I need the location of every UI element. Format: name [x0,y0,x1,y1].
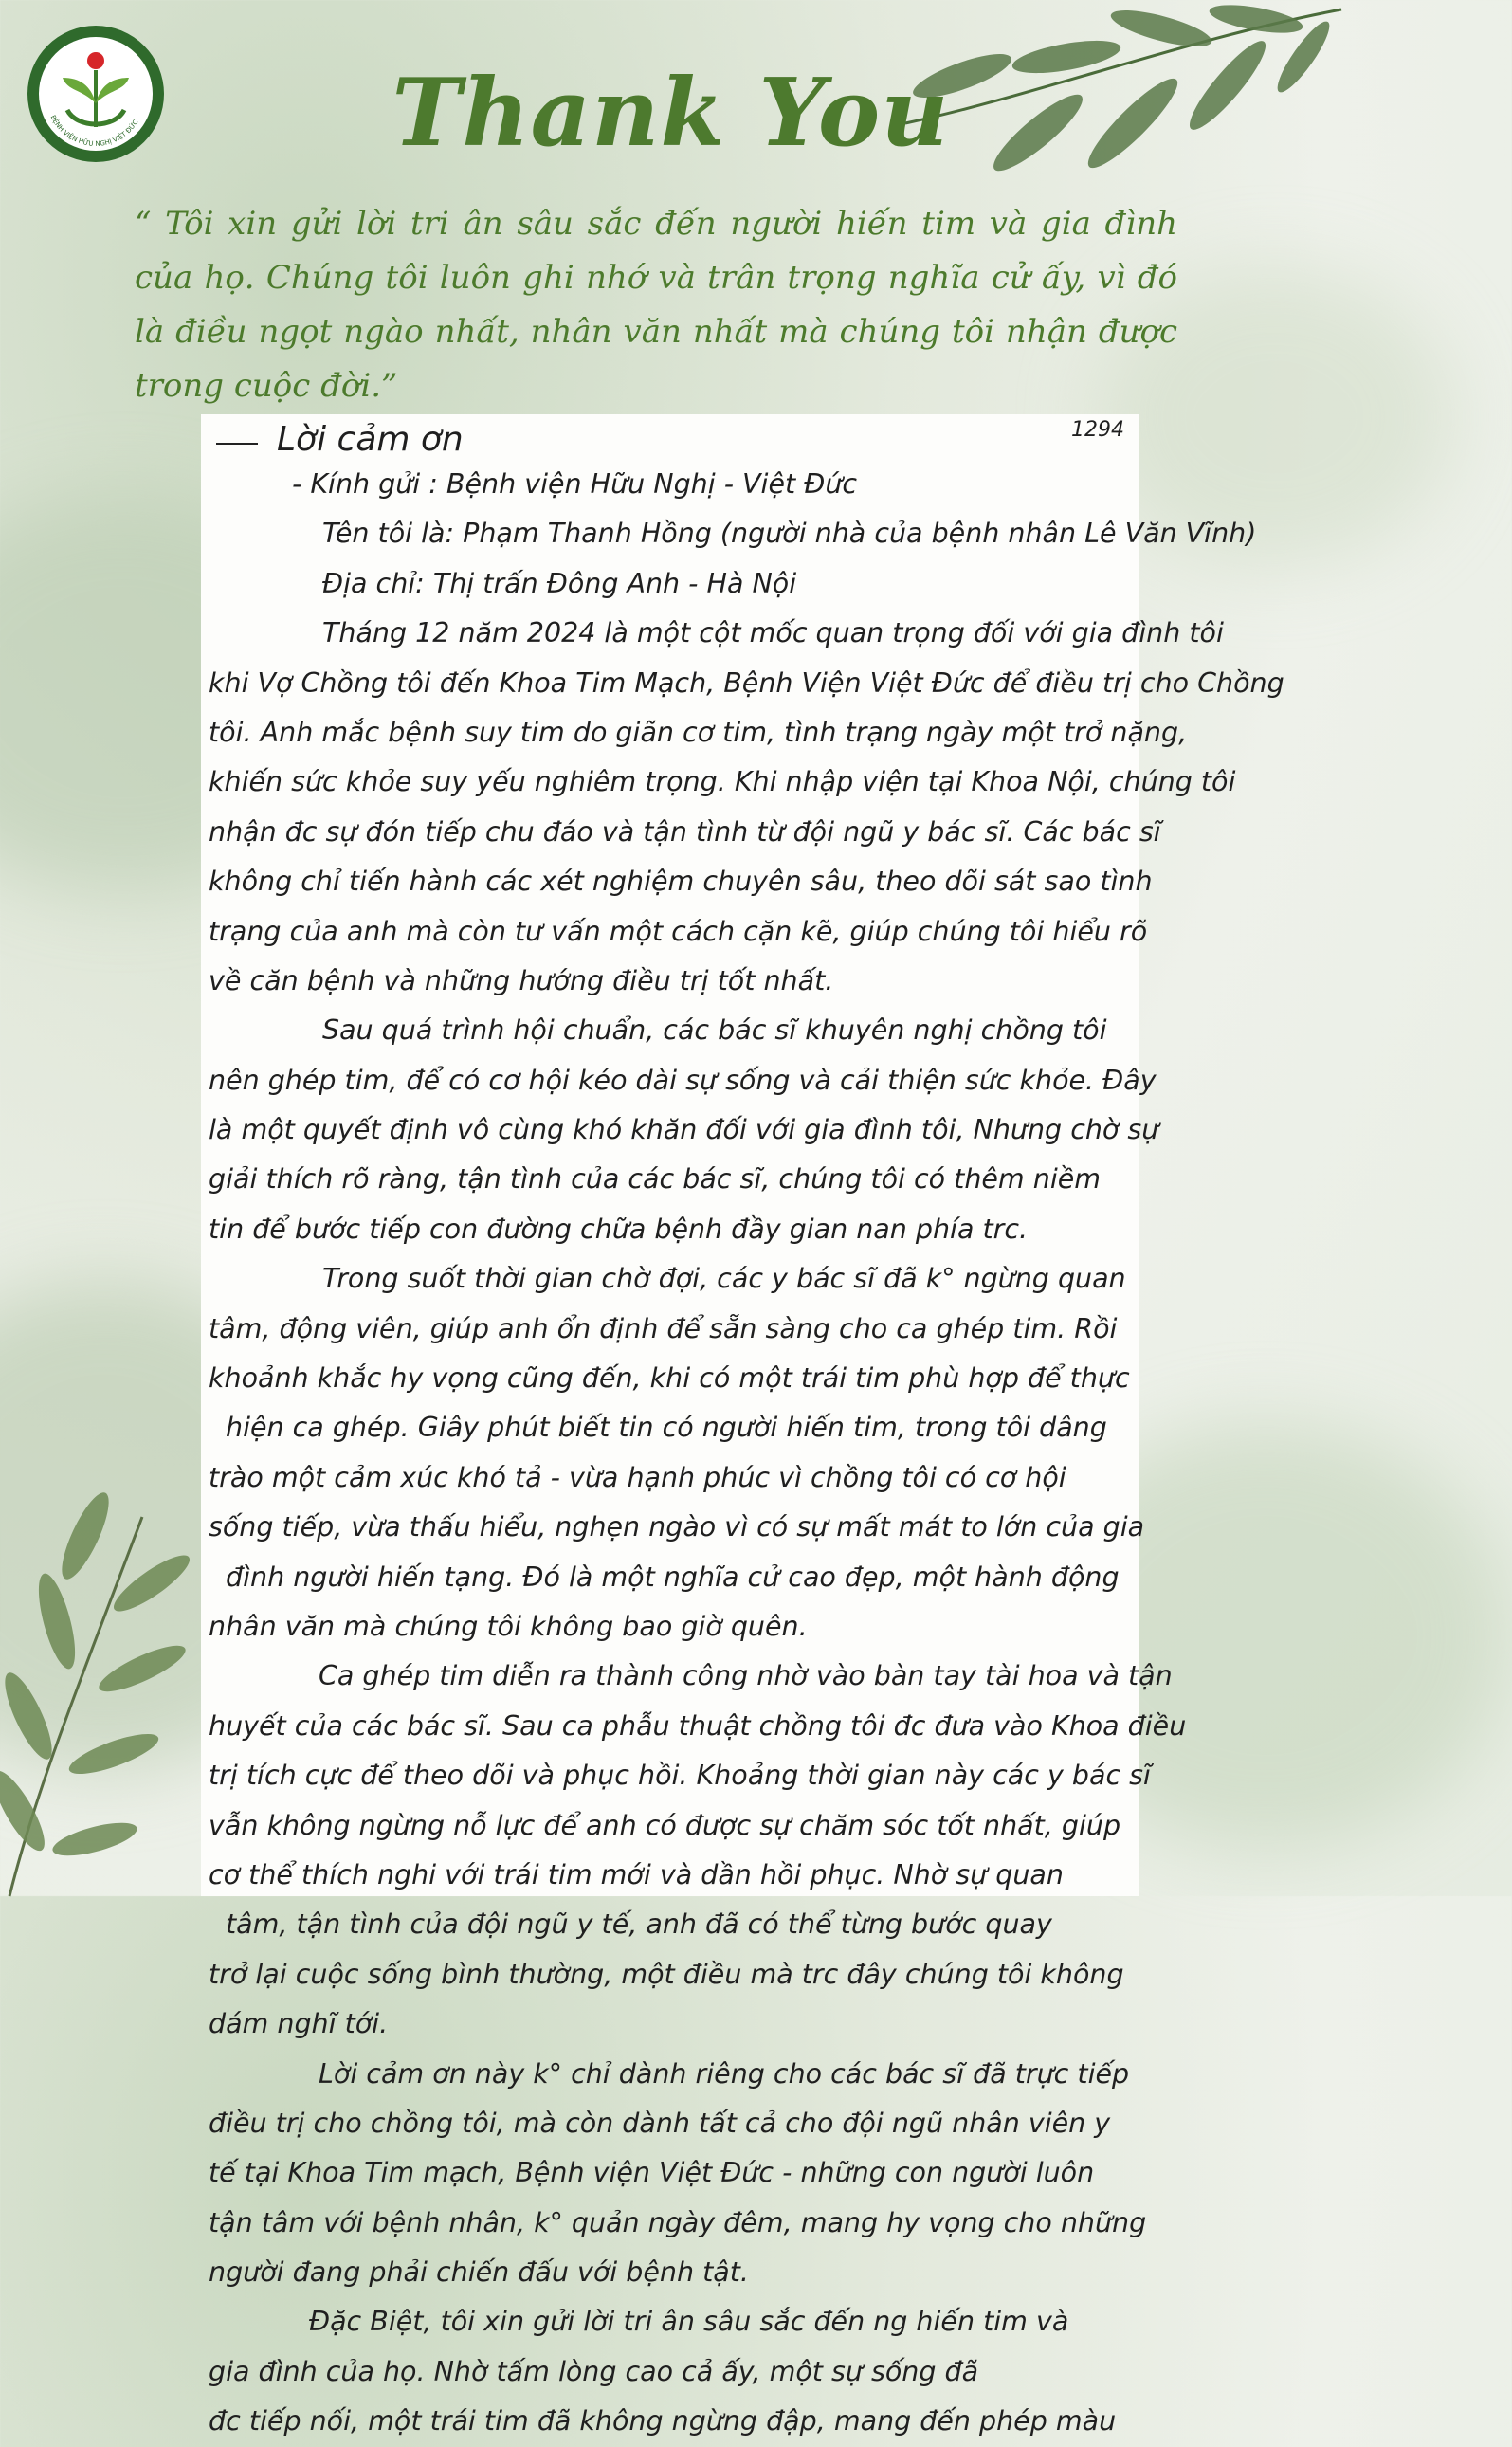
letter-line: tế tại Khoa Tim mạch, Bệnh viện Việt Đức - những con người luôn [209,2157,1095,2189]
letter-line: Trong suốt thời gian chờ đợi, các y bác sĩ đã k° ngừng quan [322,1263,1126,1295]
letter-line: trào một cảm xúc khó tả - vừa hạnh phúc vì chồng tôi có cơ hội [209,1461,1066,1493]
letter-line: khoảnh khắc hy vọng cũng đến, khi có một trái tim phù hợp để thực [209,1362,1130,1395]
letter-line: đình người hiến tạng. Đó là một nghĩa cử cao đẹp, một hành động [226,1561,1120,1593]
letter-line: hiện ca ghép. Giây phút biết tin có người hiến tim, trong tôi dâng [226,1412,1107,1444]
letter-line: nhân văn mà chúng tôi không bao giờ quên. [209,1610,808,1642]
letter-line: Sau quá trình hội chuẩn, các bác sĩ khuyên nghị chồng tôi [322,1014,1107,1047]
page-title: Thank You [392,59,950,168]
letter-number: 1294 [1071,418,1124,442]
letter-line: Tháng 12 năm 2024 là một cột mốc quan trọng đối với gia đình tôi [322,617,1224,649]
letter-line: trạng của anh mà còn tư vấn một cách cặn kẽ, giúp chúng tôi hiểu rõ [209,915,1148,947]
letter-line: là một quyết định vô cùng khó khăn đối với gia đình tôi, Nhưng chờ sự [209,1114,1159,1146]
letter-line: đc tiếp nối, một trái tim đã không ngừng đập, mang đến phép màu [209,2405,1117,2438]
logo-text: BỆNH VIỆN HỮU NGHỊ VIỆT ĐỨC [48,114,140,148]
letter-line: không chỉ tiến hành các xét nghiệm chuyên sâu, theo dõi sát sao tình [209,866,1153,898]
letter-line: giải thích rõ ràng, tận tình của các bác sĩ, chúng tôi có thêm niềm [209,1163,1102,1196]
letter-body [201,460,1284,2447]
letter-line: Tên tôi là: Phạm Thanh Hồng (người nhà của bệnh nhân Lê Văn Vĩnh) [322,518,1257,550]
letter-line: nên ghép tim, để có cơ hội kéo dài sự sống và cải thiện sức khỏe. Đây [209,1064,1157,1096]
letter-line: vẫn không ngừng nỗ lực để anh có được sự chăm sóc tốt nhất, giúp [209,1809,1121,1841]
letter-line: khi Vợ Chồng tôi đến Khoa Tim Mạch, Bệnh Viện Việt Đức để điều trị cho Chồng [209,667,1284,699]
letter-line: - Kính gửi : Bệnh viện Hữu Nghị - Việt Đức [292,468,858,500]
letter-title: Lời cảm ơn [277,420,464,459]
letter-line: nhận đc sự đón tiếp chu đáo và tận tình từ đội ngũ y bác sĩ. Các bác sĩ [209,815,1161,848]
letter-line: trở lại cuộc sống bình thường, một điều mà trc đây chúng tôi không [209,1958,1124,1990]
letter-line: huyết của các bác sĩ. Sau ca phẫu thuật chồng tôi đc đưa vào Khoa điều [209,1709,1187,1742]
letter-line: khiến sức khỏe suy yếu nghiêm trọng. Khi nhập viện tại Khoa Nội, chúng tôi [209,766,1236,798]
letter-line: tận tâm với bệnh nhân, k° quản ngày đêm, mang hy vọng cho những [209,2206,1147,2238]
title-dash [216,443,258,445]
letter-line: Lời cảm ơn này k° chỉ dành riêng cho các bác sĩ đã trực tiếp [319,2057,1130,2090]
letter-line: tin để bước tiếp con đường chữa bệnh đầy gian nan phía trc. [209,1213,1029,1245]
letter-line: sống tiếp, vừa thấu hiểu, nghẹn ngào vì có sự mất mát to lớn của gia [209,1511,1145,1543]
letter-line: gia đình của họ. Nhờ tấm lòng cao cả ấy, một sự sống đã [209,2355,979,2387]
letter-line: trị tích cực để theo dõi và phục hồi. Khoảng thời gian này các y bác sĩ [209,1760,1151,1792]
letter-line: cơ thể thích nghi với trái tim mới và dần hồi phục. Nhờ sự quan [209,1858,1064,1890]
letter-line: dám nghĩ tới. [209,2008,389,2040]
quote-text: “ Tôi xin gửi lời tri ân sâu sắc đến người hiến tim và gia đình của họ. Chúng tôi luôn ghi nhớ và trân trọng nghĩa cử ấy, vì đó là điều ngọt ngào nhất, nhân văn nhất mà chúng tôi nhận được trong cuộc đời.” [135,205,1177,405]
handwritten-letter [201,414,1284,2438]
leaves-decoration [0,1498,209,1896]
letter-line: tâm, tận tình của đội ngũ y tế, anh đã có thể từng bước quay [226,1908,1052,1941]
letter-line: tâm, động viên, giúp anh ổn định để sẵn sàng cho ca ghép tim. Rồi [209,1312,1118,1344]
letter-line: Địa chỉ: Thị trấn Đông Anh - Hà Nội [322,567,797,599]
letter-line: Đặc Biệt, tôi xin gửi lời tri ân sâu sắc đến ng hiến tim và [309,2306,1069,2338]
letter-line: tôi. Anh mắc bệnh suy tim do giãn cơ tim, tình trạng ngày một trở nặng, [209,716,1188,748]
letter-line: Ca ghép tim diễn ra thành công nhờ vào bàn tay tài hoa và tận [319,1660,1173,1692]
letter-line: điều trị cho chồng tôi, mà còn dành tất cả cho đội ngũ nhân viên y [209,2107,1111,2139]
letter-line: về căn bệnh và những hướng điều trị tốt nhất. [209,964,834,996]
letter-line: người đang phải chiến đấu với bệnh tật. [209,2256,749,2289]
